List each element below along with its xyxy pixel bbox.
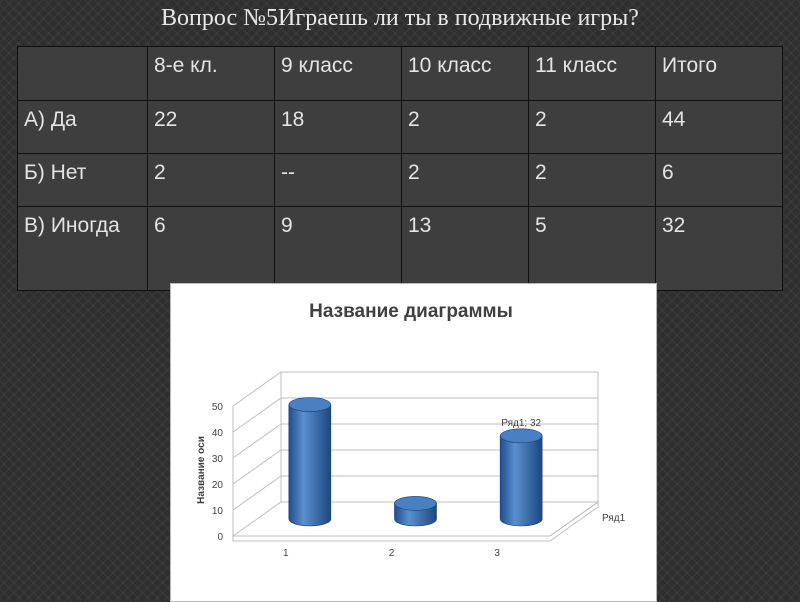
table-header-cell: 11 класс [529,47,656,101]
table-cell: 6 [148,207,275,291]
y-axis-label: Название оси [196,436,207,504]
table-cell: -- [275,154,402,207]
table-cell: 2 [402,154,529,207]
table-row-label: Б) Нет [18,154,148,207]
table-row [18,101,783,154]
chart-gridline [233,372,598,406]
cylinder-chart [171,284,656,601]
table-row [18,207,783,291]
table-header-row [18,47,783,101]
table-cell: 44 [656,101,783,154]
chart-gridline [233,450,598,484]
table-cell: 6 [656,154,783,207]
table-cell: 9 [275,207,402,291]
table-cell: 2 [402,101,529,154]
table-header-cell [18,47,148,101]
table-row-label: А) Да [18,101,148,154]
chart-bar-top [289,398,331,412]
table-cell: 2 [529,154,656,207]
legend-entry: Ряд1 [602,513,626,524]
table-cell: 5 [529,207,656,291]
table-row [18,154,783,207]
chart-bar-body [289,405,331,526]
data-label: Ряд1; 32 [501,417,542,429]
x-tick-label: 2 [388,548,395,559]
chart-gridline [233,398,598,432]
y-tick-label: 30 [211,454,223,465]
chart-panel [170,283,657,602]
survey-table [17,46,783,291]
table-header-cell: 10 класс [402,47,529,101]
table-cell: 2 [529,101,656,154]
chart-bar [395,496,437,526]
table-row-label: В) Иногда [18,207,148,291]
table-cell: 13 [402,207,529,291]
y-tick-label: 20 [211,480,223,491]
table-cell: 2 [148,154,275,207]
table-header-cell: 8-е кл. [148,47,275,101]
table-cell: 18 [275,101,402,154]
y-tick-label: 0 [217,532,223,543]
chart-title: Название диаграммы [309,301,513,322]
slide-title: Вопрос №5Играешь ли ты в подвижные игры? [161,5,639,31]
chart-bar [500,429,542,526]
y-tick-label: 10 [211,506,223,517]
y-tick-label: 40 [211,428,223,439]
chart-bar [289,398,331,526]
chart-bar-top [500,429,542,443]
chart-bar-body [500,436,542,526]
table-cell: 22 [148,101,275,154]
table-header-cell: 9 класс [275,47,402,101]
chart-bar-top [395,496,437,510]
table-cell: 32 [656,207,783,291]
chart-gridline [233,424,598,458]
x-tick-label: 3 [494,548,500,559]
x-tick-label: 1 [283,548,289,559]
table-header-cell: Итого [656,47,783,101]
y-tick-label: 50 [211,402,223,413]
